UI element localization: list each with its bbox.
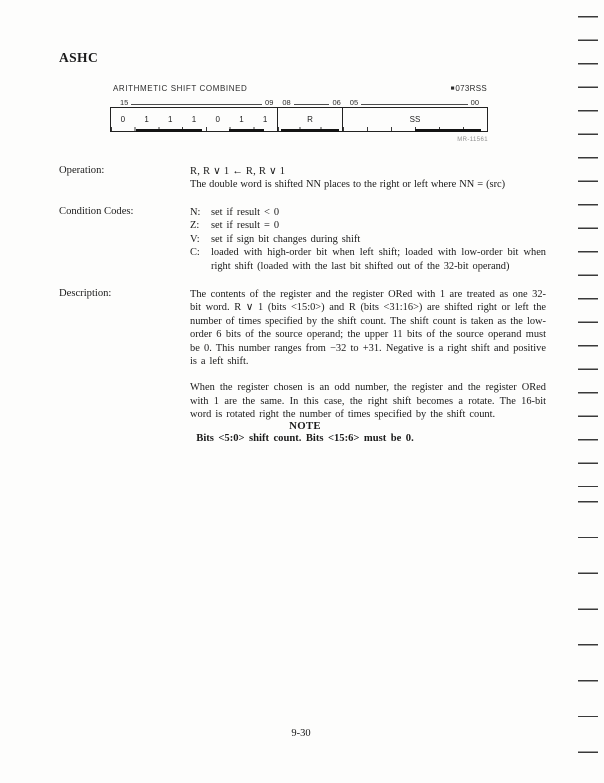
opcode-bits-field bbox=[111, 108, 278, 131]
opcode-bit: 1 bbox=[191, 115, 197, 124]
operation-text: The double word is shifted NN places to the right or left where NN = (src) bbox=[190, 179, 506, 191]
condition-codes-list bbox=[190, 206, 546, 273]
figure-reference: MR-11561 bbox=[457, 137, 488, 143]
condition-code-flag: Z: bbox=[190, 220, 200, 232]
operation-section-label: Operation: bbox=[59, 165, 105, 176]
opcode-bit: 1 bbox=[262, 115, 268, 124]
binding-marks bbox=[578, 501, 598, 755]
opcode-bit: 1 bbox=[168, 115, 173, 124]
condition-code-text: set if result = 0 bbox=[211, 220, 280, 232]
condition-code-item bbox=[190, 219, 546, 232]
bit-label: 05 bbox=[349, 97, 359, 107]
condition-code-text: set if result < 0 bbox=[211, 207, 280, 218]
opcode-value: 073RSS bbox=[455, 84, 487, 93]
operation-formula: R, R ∨ 1 ← R, R ∨ 1 bbox=[190, 166, 286, 177]
leader-line bbox=[294, 104, 330, 105]
field-name: R bbox=[307, 115, 313, 124]
opcode-bit: 1 bbox=[144, 115, 149, 124]
instruction-format-diagram bbox=[110, 97, 488, 132]
field-name: SS bbox=[409, 115, 421, 124]
opcode-label bbox=[451, 84, 487, 93]
bit-label: 15 bbox=[120, 97, 129, 107]
condition-code-item bbox=[190, 206, 546, 219]
condition-code-flag: C: bbox=[190, 247, 200, 259]
scan-smudge bbox=[415, 129, 481, 132]
square-bullet-icon: ■ bbox=[450, 85, 455, 92]
opcode-bit: 0 bbox=[215, 115, 220, 124]
bit-position-labels bbox=[110, 97, 488, 107]
bit-label: 09 bbox=[265, 97, 274, 107]
condition-code-item bbox=[190, 246, 546, 273]
instruction-word-box bbox=[110, 107, 488, 132]
diagram-header bbox=[113, 84, 487, 93]
note-text: Bits <5:0> shift count. Bits <15:6> must be 0. bbox=[196, 433, 414, 444]
opcode-bit: 1 bbox=[239, 115, 244, 124]
bit-label: 00 bbox=[470, 97, 479, 107]
condition-code-flag: N: bbox=[190, 207, 201, 218]
description-section bbox=[190, 288, 546, 435]
bit-label: 06 bbox=[332, 97, 341, 107]
scan-smudge bbox=[229, 129, 264, 132]
leader-line bbox=[131, 104, 262, 105]
source-operand-field bbox=[343, 108, 487, 131]
bit-label: 08 bbox=[282, 97, 291, 107]
register-field bbox=[278, 108, 343, 131]
condition-code-text: loaded with high-order bit when left shift; loaded with low-order bit when right shift (loaded with the last bit shifted out of the 32-bit operand) bbox=[211, 247, 546, 272]
condition-code-text: set if sign bit changes during shift bbox=[211, 233, 361, 245]
condition-code-item bbox=[190, 233, 546, 246]
operation-section bbox=[190, 165, 546, 192]
instruction-mnemonic: ASHC bbox=[59, 50, 99, 65]
page-number: 9-30 bbox=[291, 728, 311, 739]
condition-codes-section-label: Condition Codes: bbox=[59, 206, 134, 217]
note-block bbox=[52, 420, 558, 444]
description-paragraph: The contents of the register and the register ORed with 1 are treated as one 32-bit word. R ∨ 1 (bits <15:0>) and R (bits <31:16>) are shifted right or left the number of times specified by the shift count. The shift count is taken as the low-order 6 bits of the source operand; the upper 11 bits of the source operand must be 0. This number ranges from −32 to +31. Negative is a right shift and positive is a left shift. bbox=[190, 289, 546, 368]
description-section-label: Description: bbox=[59, 288, 112, 299]
leader-line bbox=[361, 104, 468, 105]
opcode-bit: 0 bbox=[120, 115, 126, 124]
note-title: NOTE bbox=[289, 420, 321, 432]
scan-smudge bbox=[136, 129, 202, 132]
instruction-full-name: ARITHMETIC SHIFT COMBINED bbox=[113, 84, 248, 93]
condition-code-flag: V: bbox=[190, 233, 200, 245]
binding-marks bbox=[578, 16, 598, 487]
description-paragraph: When the register chosen is an odd number, the register and the register ORed with 1 are the same. In this case, the right shift becomes a rotate. The 16-bit word is rotated right the number of times specified by the shift count. bbox=[190, 382, 546, 421]
scan-smudge bbox=[281, 129, 340, 132]
